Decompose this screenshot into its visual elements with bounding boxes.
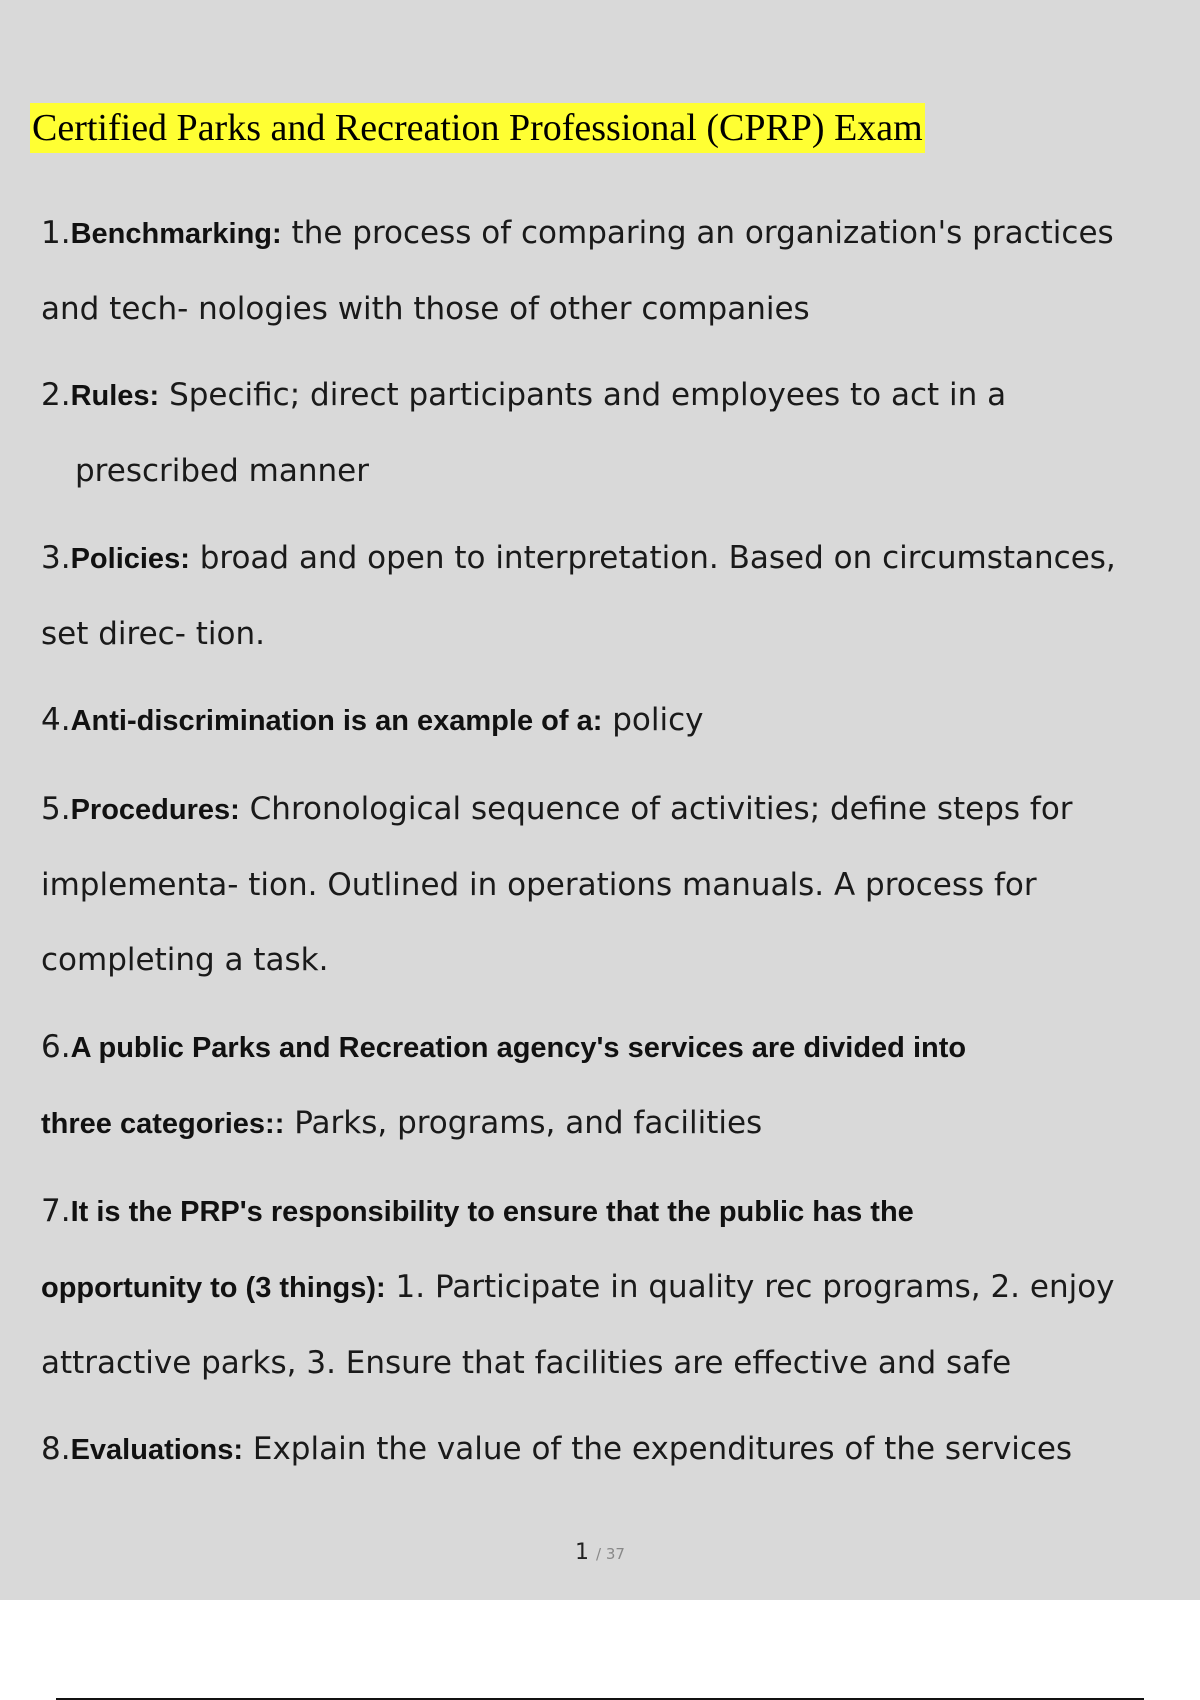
item-number: 8. xyxy=(41,1431,71,1467)
item-definition-cont: prescribed manner xyxy=(75,453,369,489)
item-number: 4. xyxy=(41,702,71,738)
item-definition: Specific; direct participants and employees to act in a xyxy=(159,377,1007,413)
document-title: Certified Parks and Recreation Professional (CPRP) Exam xyxy=(30,103,925,153)
item-definition: 1. Participate in quality rec programs, 2. enjoy xyxy=(385,1269,1115,1305)
item-number: 3. xyxy=(41,540,71,576)
total-pages: / 37 xyxy=(596,1545,625,1563)
item-term: Anti-discrimination is an example of a: xyxy=(70,705,603,737)
list-item xyxy=(41,521,1181,672)
item-definition-cont: set direc- tion. xyxy=(41,616,265,652)
item-number: 7. xyxy=(41,1193,71,1229)
list-item xyxy=(41,1010,1181,1162)
item-definition-cont: attractive parks, 3. Ensure that facilities are effective and safe xyxy=(41,1345,1012,1381)
item-term: Policies: xyxy=(70,543,190,575)
item-term: It is the PRP's responsibility to ensure that the public has the xyxy=(70,1196,914,1228)
item-term: Benchmarking: xyxy=(70,218,282,250)
list-item xyxy=(41,358,1181,509)
item-definition-cont: completing a task. xyxy=(41,942,329,978)
list-item xyxy=(41,196,1181,347)
item-definition: broad and open to interpretation. Based on circumstances, xyxy=(189,540,1116,576)
page-indicator xyxy=(0,1540,1200,1565)
item-definition: the process of comparing an organization's practices xyxy=(281,215,1114,251)
item-definition: Parks, programs, and facilities xyxy=(284,1105,763,1141)
item-definition-cont: and tech- nologies with those of other companies xyxy=(41,291,810,327)
item-definition: policy xyxy=(602,702,704,738)
item-number: 2. xyxy=(41,377,71,413)
item-number: 5. xyxy=(41,791,71,827)
item-term: Procedures: xyxy=(70,794,240,826)
list-item xyxy=(41,1174,1181,1401)
item-term: Rules: xyxy=(70,380,160,412)
item-term-cont: three categories:: xyxy=(41,1108,285,1140)
title-wrap xyxy=(30,108,925,148)
item-term-cont: opportunity to (3 things): xyxy=(41,1272,386,1304)
item-number: 1. xyxy=(41,215,71,251)
item-term: Evaluations: xyxy=(70,1434,244,1466)
item-definition: Explain the value of the expenditures of the services xyxy=(243,1431,1073,1467)
item-term: A public Parks and Recreation agency's services are divided into xyxy=(70,1032,967,1064)
item-definition: Chronological sequence of activities; define steps for xyxy=(239,791,1073,827)
item-number: 6. xyxy=(41,1029,71,1065)
list-item xyxy=(41,772,1181,998)
item-definition-cont: implementa- tion. Outlined in operations manuals. A process for xyxy=(41,867,1037,903)
list-item xyxy=(41,683,1181,759)
current-page: 1 xyxy=(575,1540,590,1565)
list-item xyxy=(41,1412,1181,1488)
